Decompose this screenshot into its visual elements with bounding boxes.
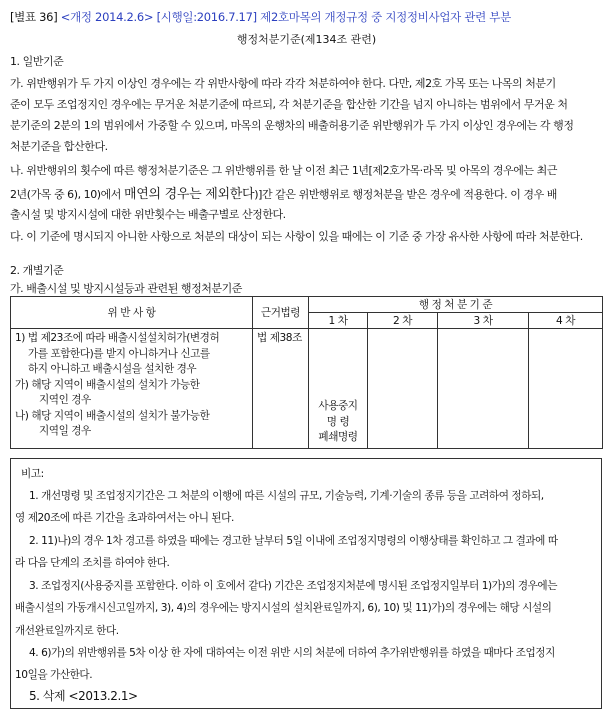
- general-b-line-1: 나. 위반행위의 횟수에 따른 행정처분기준은 그 위반행위를 한 날 이전 최근 1년[제2호가목·라목 및 아목의 경우에는 최근: [10, 164, 557, 177]
- general-a-line-2: 준이 모두 조업정지인 경우에는 무거운 처분기준에 따르되, 각 처분기준을 합산한 기간을 넘지 아니하는 범위에서 무거운 처: [10, 98, 568, 111]
- violation-line: 하지 아니하고 배출시설을 설치한 경우: [28, 363, 197, 375]
- general-heading: 1. 일반기준: [10, 55, 64, 68]
- general-a-line-4: 처분기준을 합산한다.: [10, 140, 108, 153]
- violation-line: 가를 포함한다)를 받지 아니하거나 신고를: [28, 347, 210, 360]
- remarks-box: [10, 458, 602, 709]
- disposition-order: 명 령: [326, 415, 350, 428]
- table-number: [별표 36]: [10, 10, 58, 24]
- header-line: [10, 9, 511, 25]
- header-title: 제2호마목의 개정규정 중 지정정비사업자 관련 부분: [260, 10, 511, 24]
- law-reference: 법 제38조: [257, 332, 302, 344]
- round-4-cell: [529, 329, 603, 449]
- round-2-cell: [368, 329, 438, 449]
- general-a-line-1: 가. 위반행위가 두 가지 이상인 경우에는 각 위반사항에 따라 각각 처분하여야 한다. 다만, 제2호 가목 또는 나목의 처분기: [10, 77, 556, 90]
- disposition-suspend-use: 사용중지: [318, 400, 358, 412]
- round-1-cell: [309, 329, 368, 449]
- amendment-date: <개정 2014.2.6>: [60, 10, 154, 24]
- remarks-title: 비고:: [21, 468, 44, 480]
- remark-line: 10일을 가산한다.: [15, 669, 93, 681]
- violation-line: 지역인 경우: [39, 394, 91, 406]
- effective-date: [시행일:2016.7.17]: [156, 10, 257, 24]
- disposition-closure: 폐쇄명령: [318, 431, 358, 443]
- remark-line: 5. 삭제 <2013.2.1>: [29, 689, 138, 703]
- general-b-line-3: 출시설 및 방지시설에 대한 위반횟수는 배출구별로 산정한다.: [10, 208, 286, 221]
- document-subtitle: 행정처분기준(제134조 관련): [236, 33, 377, 46]
- individual-heading: 2. 개별기준: [10, 264, 64, 277]
- col-criteria-header: 행 정 처 분 기 준: [309, 297, 603, 313]
- individual-sub: 가. 배출시설 및 방지시설등과 관련된 행정처분기준: [10, 282, 242, 295]
- remark-line: 4. 6)가)의 위반행위를 5차 이상 한 자에 대하여는 이전 위반 시의 처분에 더하여 추가위반행위를 하였을 때마다 조업정지: [29, 647, 555, 659]
- round-2-header: 2 차: [368, 313, 438, 329]
- law-cell: [253, 329, 309, 449]
- smoke-exception: 매연의 경우는 제외한다: [124, 187, 255, 202]
- violation-cell: [11, 329, 253, 449]
- remark-line: 2. 11)나)의 경우 1차 경고를 하였을 때에는 경고한 날부터 5일 이내에 조업정지명령의 이행상태를 확인하고 그 결과에 따: [29, 535, 558, 547]
- round-3-header: 3 차: [438, 313, 529, 329]
- general-b-line-2: 2년(가목 중 6), 10)에서 매연의 경우는 제외한다)]간 같은 위반행위로 행정처분을 받은 경우에 적용한다. 이 경우 배: [10, 187, 557, 202]
- remark-line: 3. 조업정지(사용중지를 포함한다. 이하 이 호에서 같다) 기간은 조업정지처분에 명시된 조업정지일부터 1)가)의 경우에는: [29, 580, 557, 592]
- col-violation-header: 위 반 사 항: [11, 297, 253, 329]
- disposition-table: [10, 296, 603, 449]
- round-3-cell: [438, 329, 529, 449]
- remark-line: 라 다음 단계의 조치를 하여야 한다.: [15, 557, 170, 569]
- remark-line: 개선완료일까지로 한다.: [15, 625, 119, 637]
- remark-line: 영 제20조에 따른 기간을 초과하여서는 아니 된다.: [15, 512, 234, 524]
- violation-line: 지역일 경우: [39, 425, 91, 437]
- general-c: 다. 이 기준에 명시되지 아니한 사항으로 처분의 대상이 되는 사항이 있을 때에는 이 기준 중 가장 유사한 사항에 따라 처분한다.: [10, 230, 583, 243]
- remark-line: 배출시설의 가동개시신고일까지, 3), 4)의 경우에는 방지시설의 설치완료일까지, 6), 10) 및 11)가)의 경우에는 해당 시설의: [15, 602, 552, 614]
- violation-line: 가) 해당 지역이 배출시설의 설치가 가능한: [15, 378, 200, 391]
- general-a-line-3: 분기준의 2분의 1의 범위에서 가중할 수 있으며, 마목의 운행차의 배출허용기준 위반행위가 두 가지 이상인 경우에는 각 행정: [10, 119, 574, 132]
- col-law-header: 근거법령: [253, 297, 309, 329]
- table-row: [11, 329, 603, 449]
- violation-line: 나) 해당 지역이 배출시설의 설치가 불가능한: [15, 409, 210, 422]
- violation-line: 1) 법 제23조에 따라 배출시설설치허가(변경허: [15, 332, 220, 344]
- round-1-header: 1 차: [309, 313, 368, 329]
- remark-line: 1. 개선명령 및 조업정지기간은 그 처분의 이행에 따른 시설의 규모, 기술능력, 기계·기술의 종류 등을 고려하여 정하되,: [29, 490, 544, 502]
- round-4-header: 4 차: [529, 313, 603, 329]
